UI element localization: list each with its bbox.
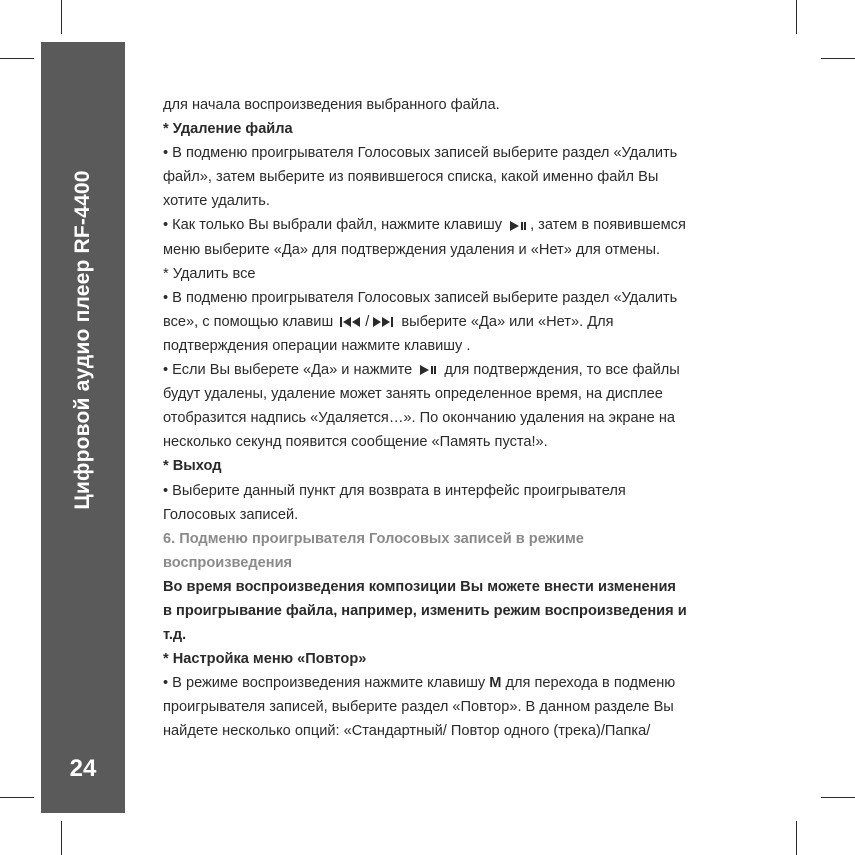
play-pause-icon — [509, 221, 527, 231]
text-line: • В подменю проигрывателя Голосовых записей выберите раздел «Удалить — [163, 289, 678, 306]
section-heading: * Настройка меню «Повтор» — [163, 651, 367, 668]
text-line: Голосовых записей. — [163, 506, 299, 523]
text-line: будут удалены, удаление может занять определенное время, на дисплее — [163, 386, 663, 403]
crop-mark — [821, 797, 855, 798]
crop-mark — [796, 821, 797, 855]
text-line — [163, 671, 748, 695]
crop-mark — [0, 797, 34, 798]
previous-track-icon — [340, 317, 362, 327]
text-segment: для подтверждения, то все файлы — [444, 362, 680, 379]
chapter-heading: 6. Подменю проигрывателя Голосовых записей в режиме — [163, 530, 584, 547]
text-line: для начала воспроизведения выбранного файла. — [163, 97, 500, 113]
crop-mark — [796, 0, 797, 34]
crop-mark — [0, 58, 34, 59]
text-line: хотите удалить. — [163, 193, 270, 210]
section-heading: * Удалить все — [163, 265, 256, 282]
text-line: найдете несколько опций: «Стандартный/ Повтор одного (трека)/Папка/ — [163, 723, 651, 740]
text-line: несколько секунд появится сообщение «Память пуста!». — [163, 434, 548, 451]
section-heading: * Выход — [163, 458, 222, 475]
text-line — [163, 310, 748, 334]
page-number: 24 — [69, 755, 97, 782]
play-pause-icon — [419, 365, 437, 375]
text-segment: • Если Вы выберете «Да» и нажмите — [163, 362, 413, 379]
crop-mark — [61, 821, 62, 855]
page-body — [163, 93, 748, 744]
chapter-heading: воспроизведения — [163, 554, 293, 571]
next-track-icon — [372, 317, 394, 327]
text-line — [163, 213, 748, 237]
intro-paragraph-line: в проигрывание файла, например, изменить режим воспроизведения и — [163, 602, 687, 619]
text-line: меню выберите «Да» для подтверждения удаления и «Нет» для отмены. — [163, 241, 661, 258]
text-segment: выберите «Да» или «Нет». Для — [401, 313, 614, 330]
key-label: M — [489, 675, 502, 692]
intro-paragraph-line: Во время воспроизведения композиции Вы можете внести изменения — [163, 578, 676, 595]
icon-separator: / — [365, 313, 370, 330]
sidebar-title: Цифровой аудио плеер RF-4400 — [71, 170, 94, 510]
text-line: проигрывателя записей, выберите раздел «Повтор». В данном разделе Вы — [163, 699, 674, 716]
crop-mark — [61, 0, 62, 34]
text-segment: , затем в появившемся — [530, 217, 686, 234]
text-line: • В подменю проигрывателя Голосовых записей выберите раздел «Удалить — [163, 145, 678, 162]
text-segment: для перехода в подменю — [505, 675, 676, 692]
text-line: • Выберите данный пункт для возврата в интерфейс проигрывателя — [163, 482, 626, 499]
text-line: отобразится надпись «Удаляется…». По окончанию удаления на экране на — [163, 410, 676, 427]
text-segment: все», с помощью клавиш — [163, 313, 334, 330]
crop-mark — [821, 58, 855, 59]
text-line: файл», затем выберите из появившегося списка, какой именно файл Вы — [163, 169, 659, 186]
section-heading: * Удаление файла — [163, 121, 293, 138]
text-segment: • В режиме воспроизведения нажмите клавишу — [163, 675, 486, 692]
intro-paragraph-line: т.д. — [163, 627, 187, 644]
text-line — [163, 358, 748, 382]
text-segment: • Как только Вы выбрали файл, нажмите клавишу — [163, 217, 503, 234]
text-line: подтверждения операции нажмите клавишу . — [163, 337, 471, 354]
